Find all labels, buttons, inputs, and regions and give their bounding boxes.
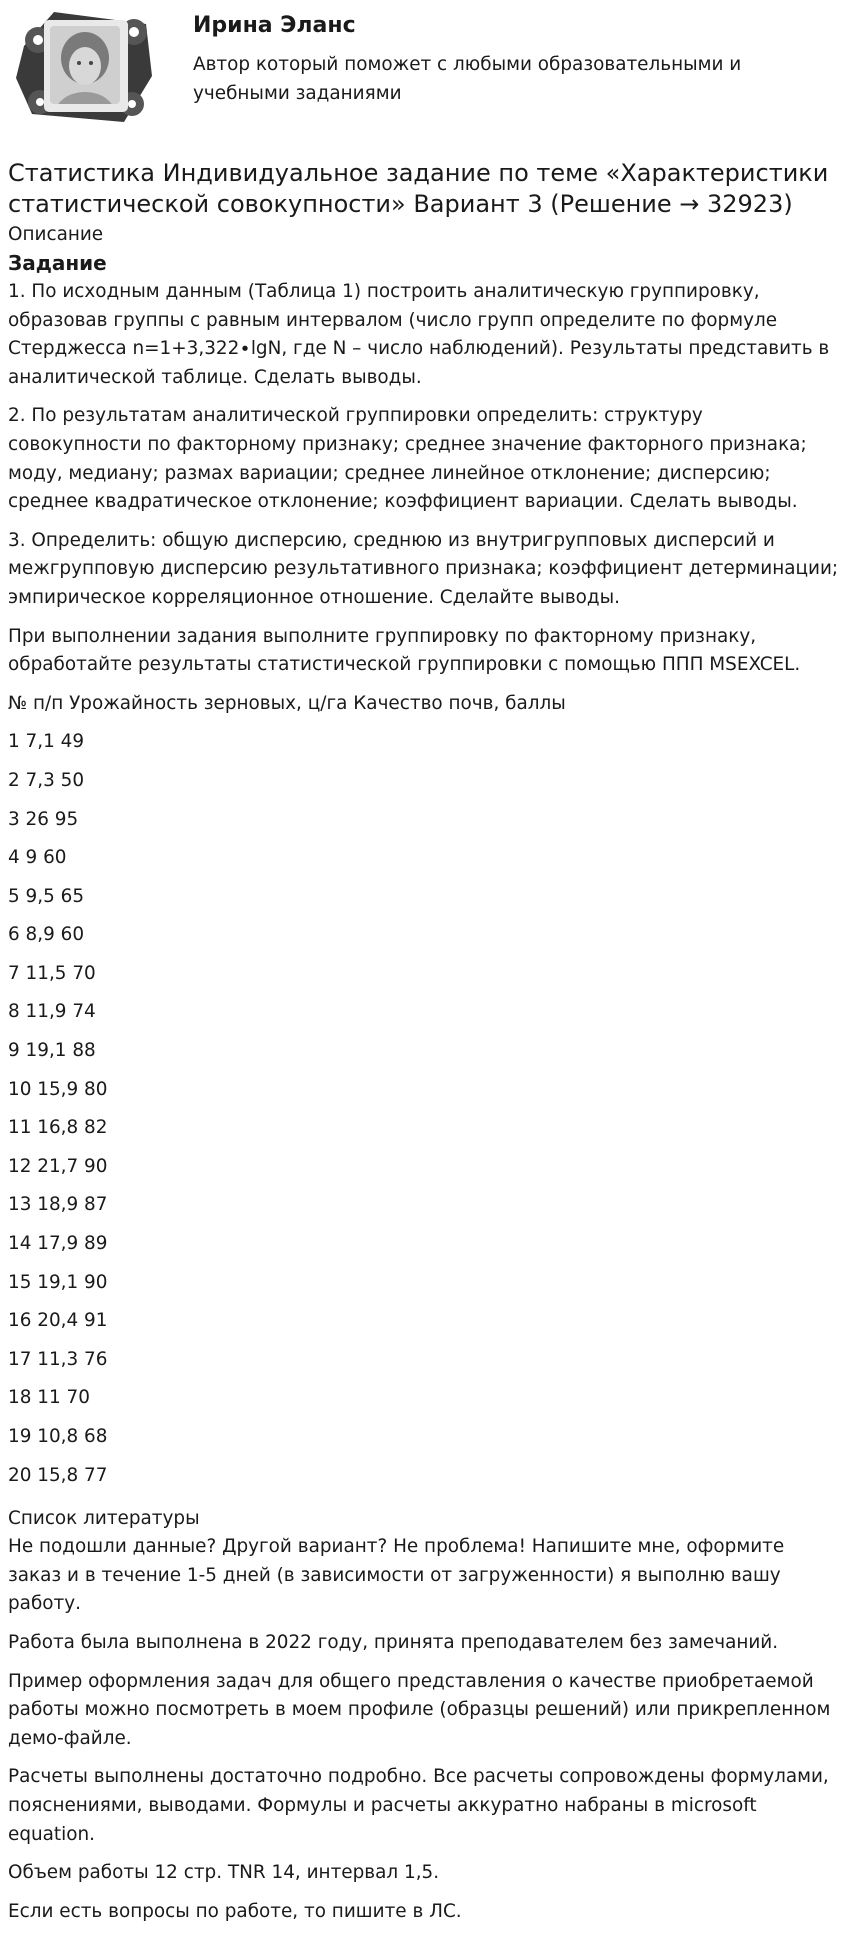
author-avatar[interactable] [14, 6, 157, 128]
description-label: Описание [8, 224, 104, 245]
table-row: 9 19,1 88 [8, 1040, 96, 1062]
table-row: 4 9 60 [8, 847, 67, 869]
author-name[interactable]: Ирина Эланс [193, 13, 356, 38]
table-row: 10 15,9 80 [8, 1078, 108, 1100]
table-row: 11 16,8 82 [8, 1117, 108, 1139]
table-row: 2 7,3 50 [8, 769, 85, 791]
info-paragraph: Работа была выполнена в 2022 году, принята преподавателем без замечаний. [8, 1631, 779, 1653]
table-row: 1 7,1 49 [8, 731, 85, 753]
after-paragraphs [8, 1533, 839, 1926]
table-row: 14 17,9 89 [8, 1233, 108, 1255]
task-heading: Задание [8, 251, 107, 275]
author-description: Автор который поможет с любыми образовательными и учебными заданиями [193, 54, 742, 104]
table-row: 12 21,7 90 [8, 1155, 108, 1177]
info-paragraph: Пример оформления задач для общего представления о качестве приобретаемой работы можно посмотреть в моем профиле (образцы решений) или прикрепленном демо-файле. [8, 1670, 831, 1749]
table-header: № п/п Урожайность зерновых, ц/га Качество почв, баллы [8, 692, 566, 714]
task-paragraph: 2. По результатам аналитической группировки определить: структуру совокупности по факторному признаку; среднее значение факторного признака; моду, медиану; размах вариации; среднее линейное отклонение; дисперсию; среднее квадратическое отклонение; коэффициент вариации. Сделать выводы. [8, 405, 807, 513]
table-row: 18 11 70 [8, 1387, 90, 1409]
literature-label: Список литературы [8, 1508, 200, 1530]
table-row: 13 18,9 87 [8, 1194, 108, 1216]
task-paragraph: 1. По исходным данным (Таблица 1) построить аналитическую группировку, образовав группы с равным интервалом (число групп определите по формуле Стерджесса n=1+3,322∙lgN, где N – число наблюдений). Результаты представить в аналитической таблице. Сделать выводы. [8, 281, 830, 388]
table-row: 5 9,5 65 [8, 885, 85, 907]
info-paragraph: Если есть вопросы по работе, то пишите в ЛС. [8, 1900, 462, 1922]
task-paragraph: При выполнении задания выполните группировку по факторному признаку, обработайте результаты статистической группировки с помощью ППП MSEXCEL. [8, 625, 801, 676]
table-row: 8 11,9 74 [8, 1001, 96, 1023]
info-paragraph: Объем работы 12 стр. TNR 14, интервал 1,5. [8, 1862, 440, 1884]
table-row: 19 10,8 68 [8, 1426, 108, 1447]
table-row: 3 26 95 [8, 808, 79, 830]
table-row: 7 11,5 70 [8, 962, 96, 984]
data-table [8, 728, 839, 1500]
table-row: 20 15,8 77 [8, 1464, 108, 1486]
author-block [8, 0, 839, 140]
task-paragraph: 3. Определить: общую дисперсию, среднюю из внутригрупповых дисперсий и межгрупповую дисперсию результативного признака; коэффициент детерминации; эмпирическое корреляционное отношение. Сделайте выводы. [8, 529, 839, 608]
table-row: 16 20,4 91 [8, 1310, 108, 1332]
table-row: 15 19,1 90 [8, 1271, 108, 1293]
table-row: 6 8,9 60 [8, 924, 85, 946]
task-paragraphs [8, 278, 839, 680]
page-title: Статистика Индивидуальное задание по теме «Характеристики статистической совокупности» Вариант 3 (Решение → 32923) [8, 159, 829, 218]
info-paragraph: Расчеты выполнены достаточно подробно. Все расчеты сопровождены формулами, пояснениями, выводами. Формулы и расчеты аккуратно набраны в microsoft equation. [8, 1766, 829, 1845]
info-paragraph: Не подошли данные? Другой вариант? Не проблема! Напишите мне, оформите заказ и в течение 1-5 дней (в зависимости от загруженности) я выполню вашу работу. [8, 1536, 785, 1615]
table-row: 17 11,3 76 [8, 1348, 108, 1370]
